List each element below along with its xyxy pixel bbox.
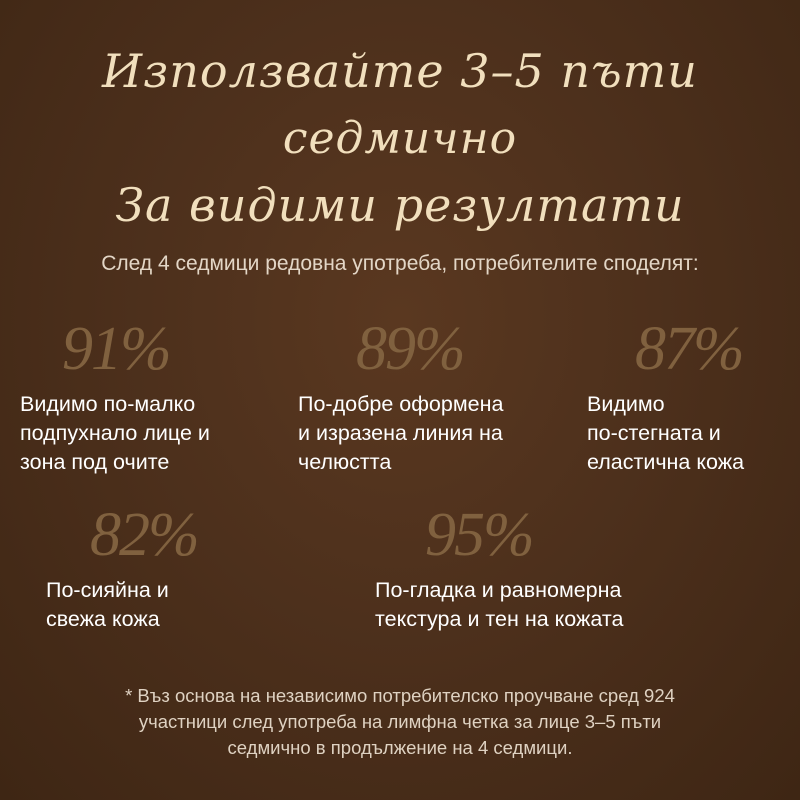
footnote: * Въз основа на независимо потребителско проучване сред 924 участници след употреба на лимфна четка за лице 3–5 пъти седмично в продължение на 4 седмици. — [125, 685, 675, 758]
stat-percent: 91% — [62, 315, 170, 383]
stat-block — [20, 315, 285, 477]
stat-percent: 82% — [90, 501, 198, 569]
title-line-1: Използвайте 3–5 пъти — [102, 44, 698, 98]
subtitle: След 4 седмици редовна употреба, потребителите споделят: — [101, 252, 699, 275]
stat-percent: 87% — [635, 315, 743, 383]
stat-block — [375, 501, 705, 634]
stat-block — [298, 315, 578, 477]
stat-description: По-гладка и равномерна текстура и тен на кожата — [375, 578, 624, 631]
stat-description: Видимо по-малко подпухнало лице и зона под очите — [20, 392, 210, 474]
stat-description: По-добре оформена и изразена линия на челюстта — [298, 392, 504, 474]
stat-percent: 89% — [356, 315, 464, 383]
title-line-2: седмично — [282, 113, 518, 164]
stat-percent: 95% — [425, 501, 533, 569]
stat-description: По-сияйна и свежа кожа — [46, 578, 169, 631]
title-line-3: За видими резултати — [115, 178, 685, 232]
stat-block — [46, 501, 266, 634]
stat-block — [587, 315, 792, 477]
stat-description: Видимо по-стегната и еластична кожа — [587, 392, 745, 474]
